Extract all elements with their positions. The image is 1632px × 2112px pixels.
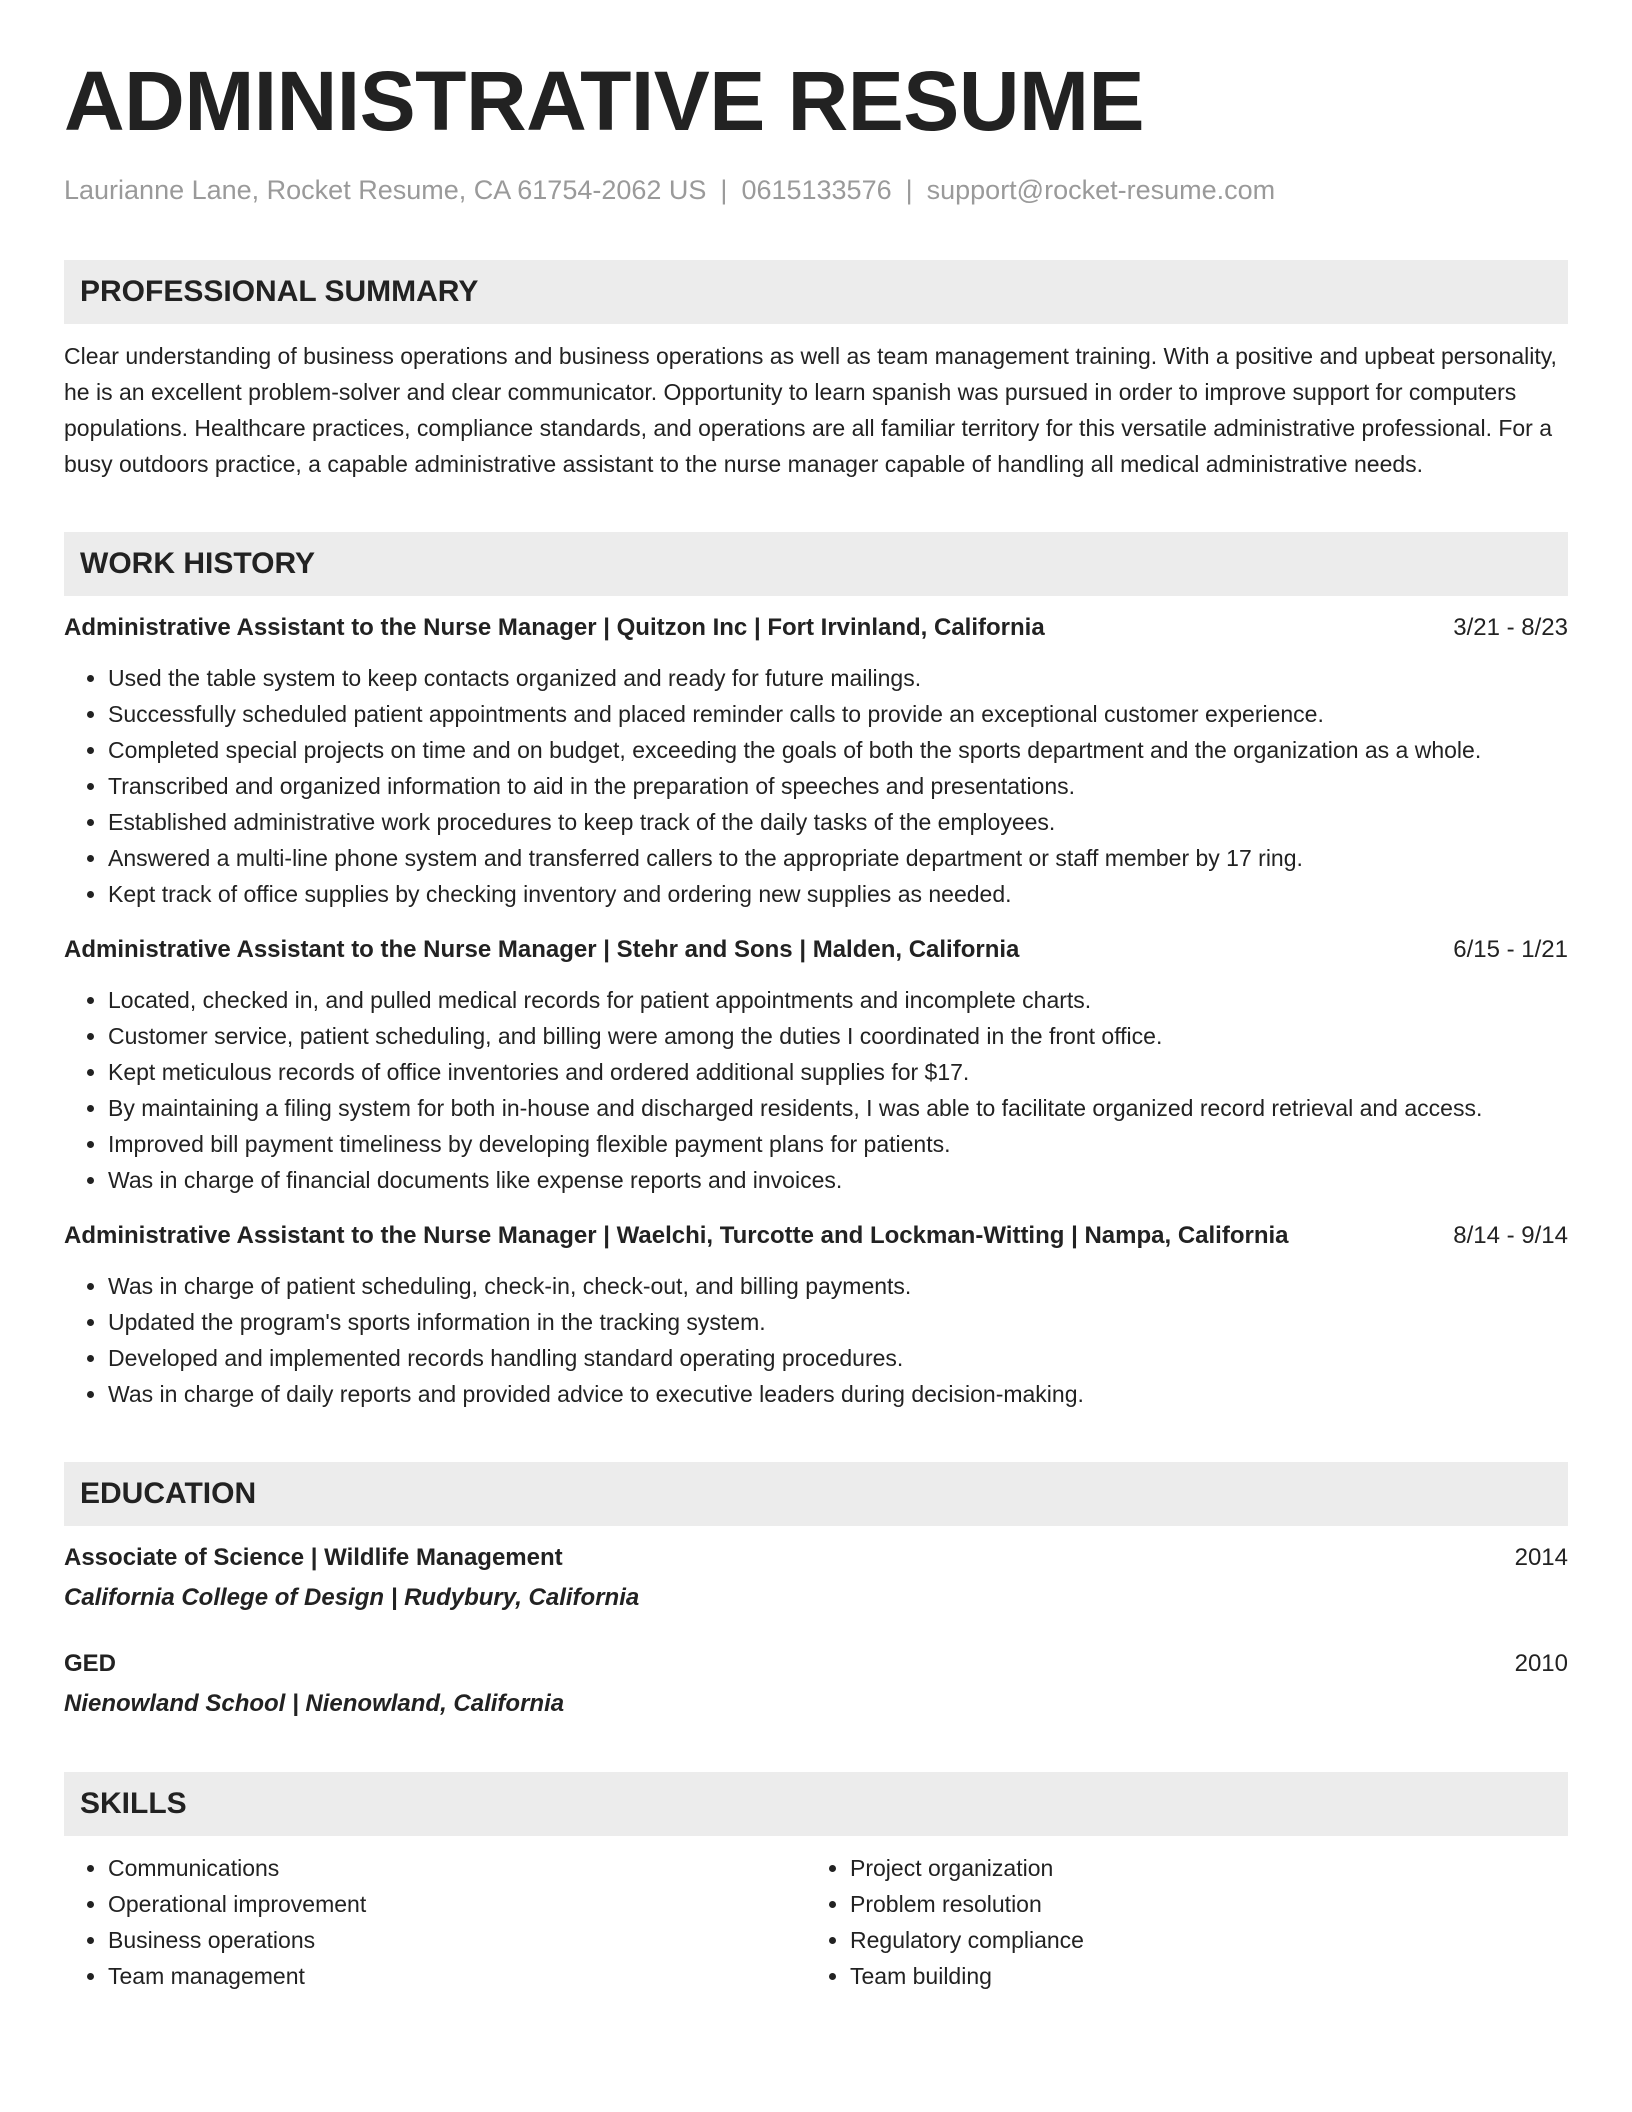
skill-item: • Communications	[108, 1850, 806, 1886]
contact-separator: |	[905, 175, 913, 205]
section-header-education: EDUCATION	[64, 1462, 1568, 1526]
job-bullet: • Improved bill payment timeliness by developing flexible payment plans for patients.	[108, 1126, 1568, 1162]
summary-text: Clear understanding of business operations and business operations as well as team management training. With a positive and upbeat personality, he is an excellent problem-solver and clear communicator. Opportunity to learn spanish was pursued in order to improve support for computers populations. Healthcare practices, compliance standards, and operations are all familiar territory for this versatile administrative professional. For a busy outdoors practice, a capable administrative assistant to the nurse manager capable of handling all medical administrative needs.	[64, 343, 1557, 477]
skill-item: • Business operations	[108, 1922, 806, 1958]
job-bullet: • Transcribed and organized information to aid in the preparation of speeches and presentations.	[108, 768, 1568, 804]
education-school: Nienowland School | Nienowland, California	[64, 1690, 565, 1717]
job-bullets	[64, 660, 1568, 912]
skill-item: • Project organization	[850, 1850, 1548, 1886]
job-entry	[64, 1218, 1568, 1412]
job-title: Administrative Assistant to the Nurse Manager | Stehr and Sons | Malden, California	[64, 936, 1020, 963]
job-bullet: • Used the table system to keep contacts organized and ready for future mailings.	[108, 660, 1568, 696]
education-year: 2010	[1514, 1650, 1568, 1677]
education-year: 2014	[1514, 1544, 1568, 1571]
contact-separator: |	[720, 175, 728, 205]
job-bullet: • Located, checked in, and pulled medical records for patient appointments and incomplete charts.	[108, 982, 1568, 1018]
job-bullets	[64, 982, 1568, 1198]
skill-item: • Problem resolution	[850, 1886, 1548, 1922]
work-history-list	[64, 610, 1568, 1412]
job-bullet: • By maintaining a filing system for both in-house and discharged residents, I was able to facilitate organized record retrieval and access.	[108, 1090, 1568, 1126]
contact-line	[64, 170, 1568, 210]
education-entry	[64, 1646, 1568, 1722]
contact-address: Laurianne Lane, Rocket Resume, CA 61754-2062 US	[64, 175, 707, 205]
skills-column-left	[64, 1850, 806, 1994]
section-header-work: WORK HISTORY	[64, 532, 1568, 596]
job-bullet: • Was in charge of patient scheduling, check-in, check-out, and billing payments.	[108, 1268, 1568, 1304]
skill-item: • Regulatory compliance	[850, 1922, 1548, 1958]
education-degree: Associate of Science | Wildlife Management	[64, 1544, 563, 1571]
skills-column-right	[806, 1850, 1548, 1994]
resume-page	[64, 0, 1568, 1994]
job-dates: 8/14 - 9/14	[1453, 1222, 1568, 1249]
job-dates: 6/15 - 1/21	[1453, 936, 1568, 963]
skill-item: • Operational improvement	[108, 1886, 806, 1922]
job-bullet: • Was in charge of financial documents like expense reports and invoices.	[108, 1162, 1568, 1198]
job-dates: 3/21 - 8/23	[1453, 614, 1568, 641]
job-bullet: • Kept track of office supplies by checking inventory and ordering new supplies as needed.	[108, 876, 1568, 912]
job-bullet: • Was in charge of daily reports and provided advice to executive leaders during decision-making.	[108, 1376, 1568, 1412]
section-header-summary: PROFESSIONAL SUMMARY	[64, 260, 1568, 324]
job-title: Administrative Assistant to the Nurse Manager | Waelchi, Turcotte and Lockman-Witting | Nampa, California	[64, 1222, 1289, 1249]
skill-item: • Team management	[108, 1958, 806, 1994]
job-bullet: • Developed and implemented records handling standard operating procedures.	[108, 1340, 1568, 1376]
skills-list	[64, 1850, 1568, 1994]
job-entry	[64, 610, 1568, 912]
job-bullet: • Kept meticulous records of office inventories and ordered additional supplies for $17.	[108, 1054, 1568, 1090]
education-list	[64, 1540, 1568, 1722]
education-degree: GED	[64, 1650, 117, 1677]
section-header-skills: SKILLS	[64, 1772, 1568, 1836]
job-bullet: • Customer service, patient scheduling, and billing were among the duties I coordinated in the front office.	[108, 1018, 1568, 1054]
job-bullets	[64, 1268, 1568, 1412]
contact-email: support@rocket-resume.com	[926, 175, 1276, 205]
skill-item: • Team building	[850, 1958, 1548, 1994]
job-bullet: • Completed special projects on time and on budget, exceeding the goals of both the sports department and the organization as a whole.	[108, 732, 1568, 768]
job-title: Administrative Assistant to the Nurse Manager | Quitzon Inc | Fort Irvinland, California	[64, 614, 1045, 641]
education-entry	[64, 1540, 1568, 1616]
education-school: California College of Design | Rudybury, California	[64, 1584, 640, 1611]
job-bullet: • Answered a multi-line phone system and transferred callers to the appropriate department or staff member by 17 ring.	[108, 840, 1568, 876]
job-bullet: • Established administrative work procedures to keep track of the daily tasks of the employees.	[108, 804, 1568, 840]
job-bullet: • Successfully scheduled patient appointments and placed reminder calls to provide an exceptional customer experience.	[108, 696, 1568, 732]
resume-title: ADMINISTRATIVE RESUME	[64, 54, 1144, 148]
contact-phone: 0615133576	[741, 175, 892, 205]
job-entry	[64, 932, 1568, 1198]
job-bullet: • Updated the program's sports information in the tracking system.	[108, 1304, 1568, 1340]
